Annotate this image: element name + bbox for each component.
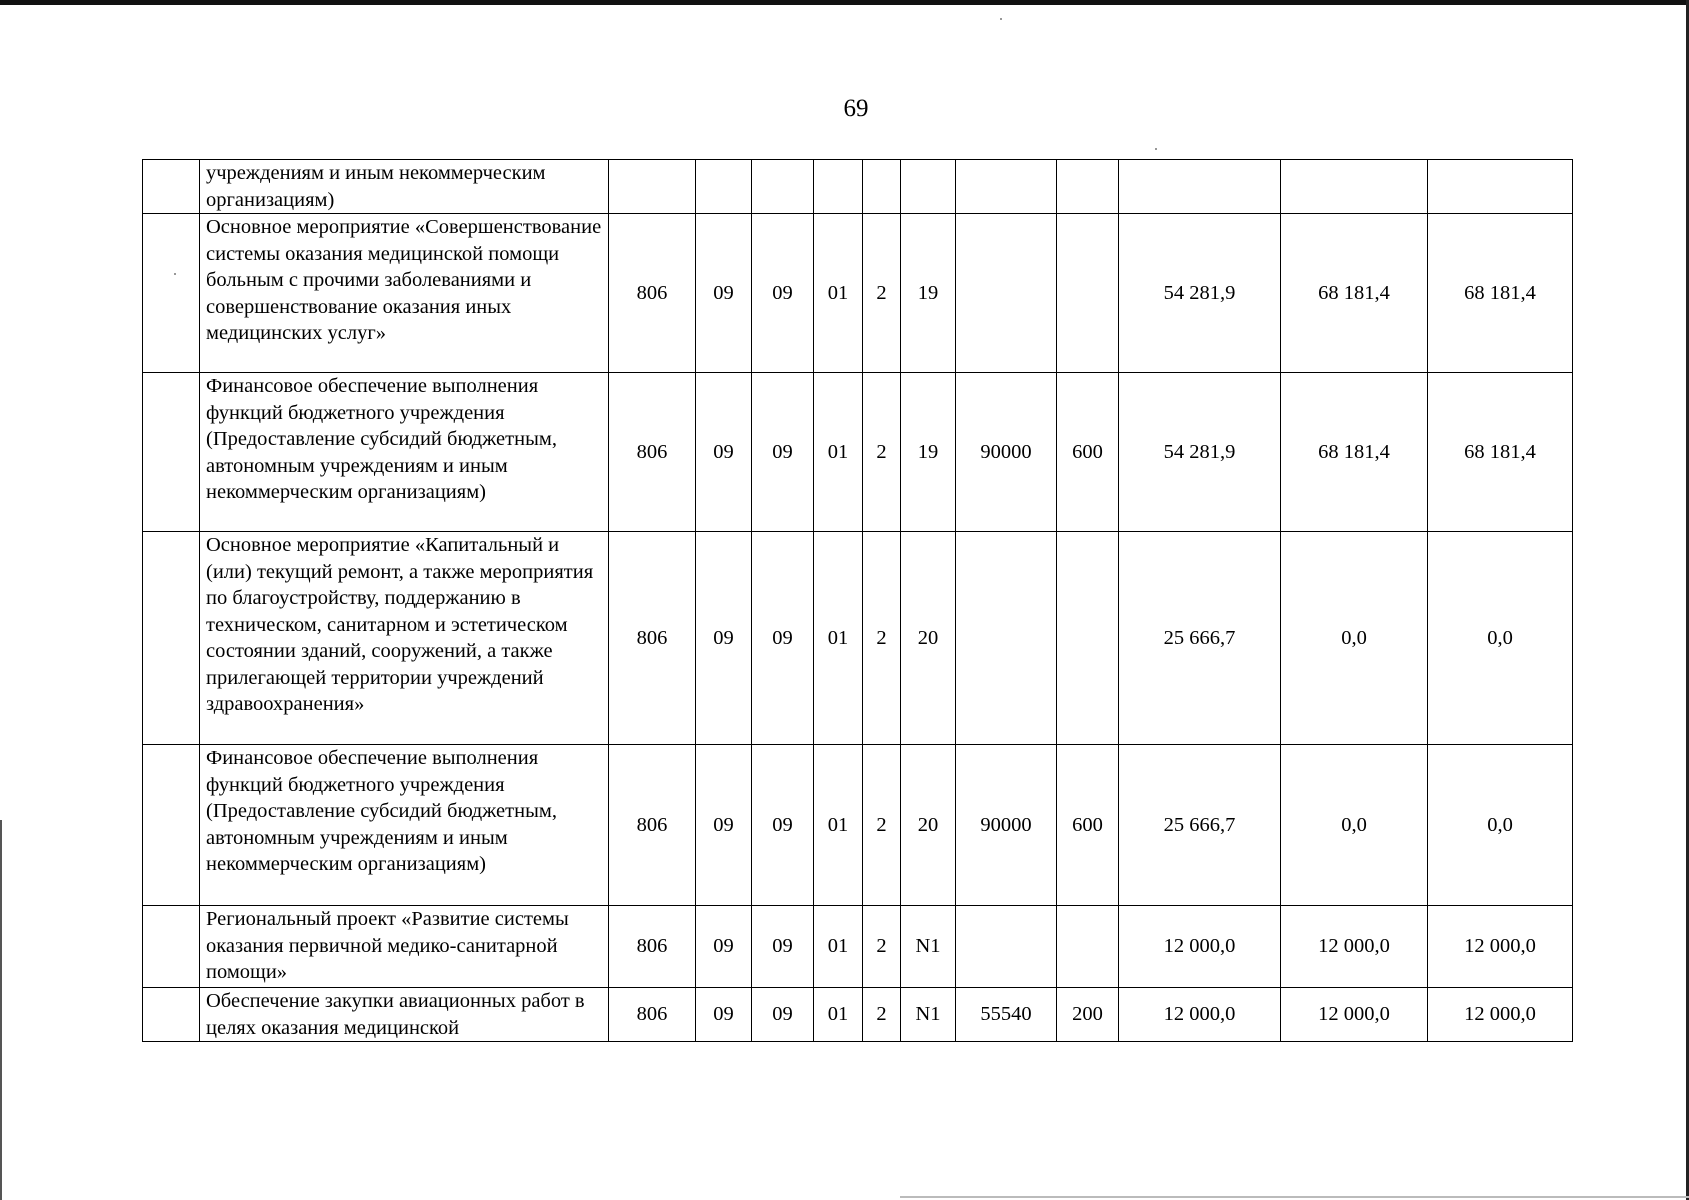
table-row	[143, 160, 1573, 214]
cell-year-2: 0,0	[1281, 745, 1428, 906]
cell-direction: 55540	[956, 988, 1057, 1042]
cell-gr: 806	[609, 906, 696, 988]
cell-direction	[956, 214, 1057, 373]
cell-direction	[956, 532, 1057, 745]
table-row	[143, 906, 1573, 988]
cell-gr: 806	[609, 214, 696, 373]
cell-activity: N1	[901, 988, 956, 1042]
cell-year-3	[1428, 160, 1573, 214]
cell-pr: 09	[752, 373, 814, 532]
cell-activity: N1	[901, 906, 956, 988]
table-row	[143, 373, 1573, 532]
scan-border-left	[0, 820, 2, 1200]
cell-year-1: 54 281,9	[1119, 373, 1281, 532]
cell-year-3: 12 000,0	[1428, 988, 1573, 1042]
item-name: Региональный проект «Развитие системы оказания первичной медико-санитарной помощи»	[200, 906, 609, 988]
cell-year-1	[1119, 160, 1281, 214]
budget-table	[142, 159, 1573, 1042]
cell-program: 01	[814, 745, 863, 906]
cell-direction	[956, 160, 1057, 214]
cell-year-1: 25 666,7	[1119, 745, 1281, 906]
cell-vr	[1057, 214, 1119, 373]
cell-program	[814, 160, 863, 214]
scan-speck	[1000, 18, 1002, 20]
cell-year-1: 25 666,7	[1119, 532, 1281, 745]
cell-subprogram: 2	[863, 373, 901, 532]
table-row	[143, 745, 1573, 906]
cell-subprogram	[863, 160, 901, 214]
cell-gr: 806	[609, 532, 696, 745]
item-name: Финансовое обеспечение выполнения функций бюджетного учреждения (Предоставление субсидий бюджетным, автономным учреждениям и иным некоммерческим организациям)	[200, 373, 609, 532]
cell-subprogram: 2	[863, 214, 901, 373]
cell-year-2	[1281, 160, 1428, 214]
scan-border-bottom	[900, 1196, 1689, 1198]
cell-gr: 806	[609, 373, 696, 532]
cell-subprogram: 2	[863, 988, 901, 1042]
scan-border-top	[0, 0, 1689, 5]
cell-pr: 09	[752, 988, 814, 1042]
cell-gr	[609, 160, 696, 214]
cell-direction: 90000	[956, 373, 1057, 532]
cell-program: 01	[814, 532, 863, 745]
cell-subprogram: 2	[863, 906, 901, 988]
row-index-cell	[143, 373, 200, 532]
cell-program: 01	[814, 214, 863, 373]
cell-year-2: 12 000,0	[1281, 988, 1428, 1042]
cell-year-1: 12 000,0	[1119, 988, 1281, 1042]
cell-year-2: 68 181,4	[1281, 214, 1428, 373]
scan-speck	[174, 273, 176, 275]
cell-year-1: 12 000,0	[1119, 906, 1281, 988]
cell-vr: 200	[1057, 988, 1119, 1042]
cell-rz: 09	[696, 373, 752, 532]
cell-rz: 09	[696, 745, 752, 906]
cell-pr: 09	[752, 906, 814, 988]
cell-year-2: 68 181,4	[1281, 373, 1428, 532]
cell-rz: 09	[696, 906, 752, 988]
cell-year-1: 54 281,9	[1119, 214, 1281, 373]
item-name: учреждениям и иным некоммерческим организациям)	[200, 160, 609, 214]
cell-activity: 20	[901, 532, 956, 745]
cell-pr: 09	[752, 532, 814, 745]
cell-pr: 09	[752, 745, 814, 906]
cell-direction	[956, 906, 1057, 988]
cell-year-2: 0,0	[1281, 532, 1428, 745]
scan-speck	[1155, 148, 1157, 150]
row-index-cell	[143, 988, 200, 1042]
cell-year-3: 12 000,0	[1428, 906, 1573, 988]
table-row	[143, 532, 1573, 745]
page-number: 69	[843, 95, 869, 122]
cell-gr: 806	[609, 745, 696, 906]
cell-year-3: 68 181,4	[1428, 214, 1573, 373]
cell-gr: 806	[609, 988, 696, 1042]
cell-subprogram: 2	[863, 745, 901, 906]
item-name: Основное мероприятие «Совершенствование системы оказания медицинской помощи больным с прочими заболеваниями и совершенствование оказания иных медицинских услуг»	[200, 214, 609, 373]
row-index-cell	[143, 906, 200, 988]
table-row	[143, 214, 1573, 373]
cell-program: 01	[814, 988, 863, 1042]
cell-vr	[1057, 906, 1119, 988]
cell-year-2: 12 000,0	[1281, 906, 1428, 988]
item-name: Финансовое обеспечение выполнения функций бюджетного учреждения (Предоставление субсидий бюджетным, автономным учреждениям и иным некоммерческим организациям)	[200, 745, 609, 906]
cell-rz: 09	[696, 214, 752, 373]
cell-program: 01	[814, 373, 863, 532]
cell-rz	[696, 160, 752, 214]
cell-activity: 20	[901, 745, 956, 906]
cell-vr: 600	[1057, 373, 1119, 532]
cell-pr: 09	[752, 214, 814, 373]
cell-program: 01	[814, 906, 863, 988]
cell-year-3: 68 181,4	[1428, 373, 1573, 532]
row-index-cell	[143, 214, 200, 373]
cell-vr	[1057, 532, 1119, 745]
table-row	[143, 988, 1573, 1042]
cell-vr: 600	[1057, 745, 1119, 906]
item-name: Обеспечение закупки авиационных работ в целях оказания медицинской	[200, 988, 609, 1042]
cell-activity	[901, 160, 956, 214]
cell-year-3: 0,0	[1428, 532, 1573, 745]
cell-activity: 19	[901, 214, 956, 373]
cell-rz: 09	[696, 988, 752, 1042]
cell-rz: 09	[696, 532, 752, 745]
item-name: Основное мероприятие «Капитальный и (или) текущий ремонт, а также мероприятия по благоустройству, поддержанию в техническом, санитарном и эстетическом состоянии зданий, сооружений, а также прилегающей территории учреждений здравоохранения»	[200, 532, 609, 745]
cell-vr	[1057, 160, 1119, 214]
cell-pr	[752, 160, 814, 214]
row-index-cell	[143, 532, 200, 745]
cell-subprogram: 2	[863, 532, 901, 745]
row-index-cell	[143, 160, 200, 214]
cell-year-3: 0,0	[1428, 745, 1573, 906]
row-index-cell	[143, 745, 200, 906]
cell-activity: 19	[901, 373, 956, 532]
cell-direction: 90000	[956, 745, 1057, 906]
